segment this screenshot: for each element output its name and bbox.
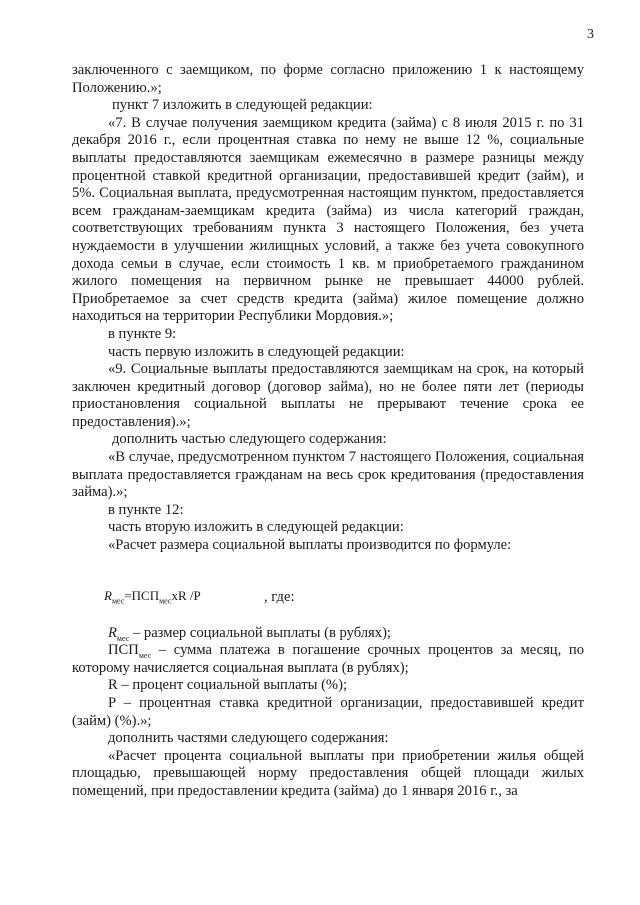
paragraph: в пункте 9: (108, 325, 177, 342)
formula-expression: $R_{мес}=ПСП_{мес}xR$ /P (104, 587, 201, 606)
formula (104, 581, 584, 617)
page-number: 3 (587, 27, 594, 42)
paragraph: в пункте 12: (108, 501, 184, 518)
paragraph: пункт 7 изложить в следующей редакции: (112, 97, 373, 114)
paragraph: дополнить частями следующего содержания: (108, 730, 389, 747)
paragraph: «Расчет процента социальной выплаты при приобретении жилья общей площадью, превышающей норму предоставления общей площади жилых помещений, при предоставлении кредита (займа) до 1 января 2016 г., за (72, 747, 584, 799)
document-body (72, 62, 584, 801)
paragraph: «7. В случае получения заемщиком кредита (займа) с 8 июля 2015 г. по 31 декабря 2016 г., если процентная ставка по нему не выше 12 %, социальные выплаты предоставляются заемщикам ежемесячно в размере разницы между процентной ставкой кредитной организации, предоставившей кредит (займ), и 5%. Социальная выплата, предусмотренная настоящим пунктом, предоставляется всем гражданам-заемщикам кредита (займа) из числа категорий граждан, соответствующих требованиям пункта 3 настоящего Положения, без учета нуждаемости в улучшении жилищных условий, а также без учета совокупного дохода семьи в случае, если стоимость 1 кв. м приобретаемого гражданином жилого помещения на первичном рынке не превышает 44000 рублей. Приобретаемое за счет средств кредита (займа) жилое помещение должно находиться на территории Республики Мордовия.»; (72, 114, 584, 325)
paragraph: «9. Социальные выплаты предоставляются заемщикам на срок, на который заключен кредитный договор (договор займа), но не более пяти лет (периоды приостановления социальной выплаты не прерывают течение срока ее предоставления).»; (72, 361, 584, 430)
paragraph: часть первую изложить в следующей редакции: (108, 343, 405, 360)
paragraph: дополнить частью следующего содержания: (112, 431, 387, 448)
legend-p: P – процентная ставка кредитной организации, предоставившей кредит (займ) (%).»; (72, 695, 584, 729)
legend-psp-mes: $ПСП_{мес}$ – сумма платежа в погашение срочных процентов за месяц, по которому начисляется социальная выплата (в рублях); (72, 642, 584, 676)
legend-r: R – процент социальной выплаты (%); (108, 677, 348, 694)
paragraph: заключенного с заемщиком, по форме согласно приложению 1 к настоящему Положению.»; (72, 62, 584, 96)
formula-where: , где: (264, 588, 295, 605)
paragraph: «В случае, предусмотренном пунктом 7 настоящего Положения, социальная выплата предоставляется гражданам на весь срок кредитования (предоставления займа).»; (72, 449, 584, 501)
paragraph: «Расчет размера социальной выплаты производится по формуле: (108, 537, 512, 554)
legend-r-mes: $R_{мес}$ – размер социальной выплаты (в рублях); (108, 624, 391, 643)
paragraph: часть вторую изложить в следующей редакции: (108, 519, 404, 536)
